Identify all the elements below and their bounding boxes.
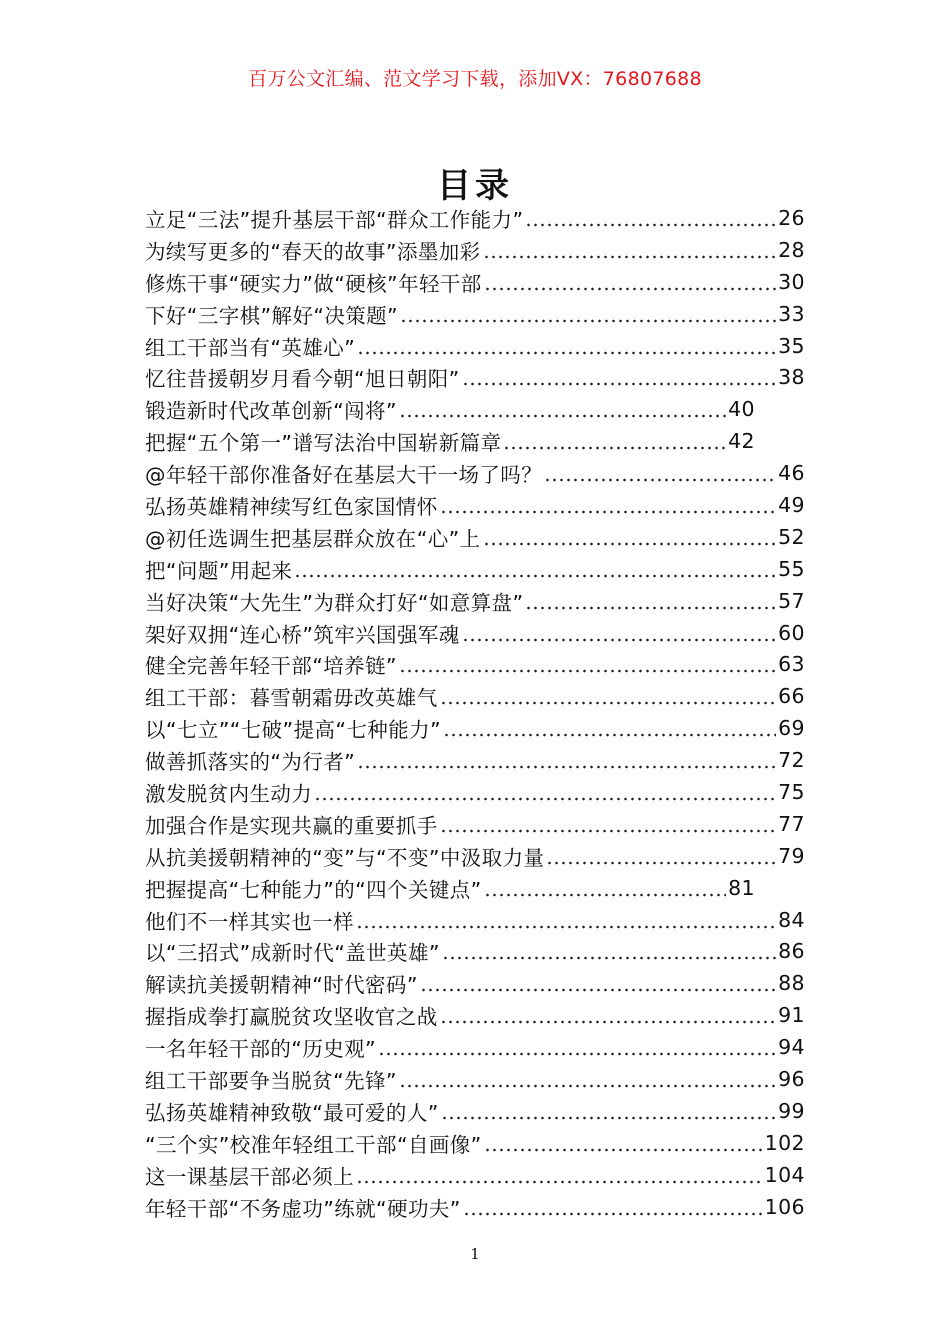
toc-entry[interactable]	[145, 585, 805, 617]
toc-entry-title: 这一课基层干部必须上	[145, 1164, 354, 1189]
dot-leader	[440, 686, 777, 706]
dot-leader	[463, 1197, 763, 1217]
toc-entry[interactable]	[145, 1191, 805, 1223]
dot-leader	[462, 367, 776, 387]
toc-entry[interactable]	[145, 457, 805, 489]
toc-entry-page: 72	[778, 748, 805, 773]
toc-entry-page: 88	[778, 971, 805, 996]
toc-entry[interactable]	[145, 393, 755, 425]
toc-entry-page: 35	[778, 333, 805, 358]
toc-entry-page: 94	[778, 1035, 805, 1060]
toc-entry[interactable]	[145, 266, 805, 298]
toc-entry-page: 30	[778, 269, 805, 294]
toc-entry-title: 解读抗美援朝精神“时代密码”	[145, 973, 418, 998]
toc-entry-title: 当好决策“大先生”为群众打好“如意算盘”	[145, 590, 524, 615]
toc-entry-title: 为续写更多的“春天的故事”添墨加彩	[145, 239, 481, 264]
toc-entry-page: 81	[728, 875, 755, 900]
toc-entry-title: 立足“三法”提升基层干部“群众工作能力”	[145, 207, 524, 232]
toc-entry[interactable]	[145, 872, 755, 904]
toc-entry-title: 做善抓落实的“为行者”	[145, 750, 356, 775]
dot-leader	[546, 846, 776, 866]
toc-entry-title: 把握提高“七种能力”的“四个关键点”	[145, 877, 482, 902]
dot-leader	[442, 941, 776, 961]
toc-entry[interactable]	[145, 330, 805, 362]
toc-entry-title: @初任选调生把基层群众放在“心”上	[145, 526, 481, 551]
dot-leader	[440, 814, 777, 834]
dot-leader	[484, 272, 776, 292]
toc-entry-page: 99	[778, 1098, 805, 1123]
dot-leader	[483, 240, 777, 260]
toc-entry-title: “三个实”校准年轻组工干部“自画像”	[145, 1132, 482, 1157]
toc-entry-title: 他们不一样其实也一样	[145, 909, 354, 934]
toc-entry-page: 60	[778, 620, 805, 645]
toc-entry[interactable]	[145, 202, 805, 234]
toc-entry-title: 修炼干事“硬实力”做“硬核”年轻干部	[145, 271, 482, 296]
toc-entry[interactable]	[145, 1159, 805, 1191]
toc-entry[interactable]	[145, 648, 805, 680]
toc-entry[interactable]	[145, 808, 805, 840]
dot-leader	[356, 910, 776, 930]
toc-entry[interactable]	[145, 904, 805, 936]
toc-entry-page: 77	[778, 811, 805, 836]
dot-leader	[544, 463, 776, 483]
dot-leader	[399, 654, 776, 674]
toc-entry-page: 42	[728, 429, 755, 454]
toc-entry-title: 架好双拥“连心桥”筑牢兴国强军魂	[145, 622, 460, 647]
toc-entry-page: 84	[778, 907, 805, 932]
toc-entry-title: 弘扬英雄精神续写红色家国情怀	[145, 494, 438, 519]
toc-entry[interactable]	[145, 999, 805, 1031]
toc-entry[interactable]	[145, 361, 805, 393]
toc-entry[interactable]	[145, 234, 805, 266]
toc-entry-page: 79	[778, 843, 805, 868]
toc-entry-title: 把“问题”用起来	[145, 558, 293, 583]
toc-entry[interactable]	[145, 553, 805, 585]
dot-leader	[503, 431, 726, 451]
toc-entry[interactable]	[145, 680, 805, 712]
page-title: 目录	[437, 166, 513, 206]
toc-entry-page: 106	[764, 1194, 805, 1219]
toc-entry-page: 75	[778, 779, 805, 804]
toc-entry[interactable]	[145, 1127, 805, 1159]
dot-leader	[525, 591, 776, 611]
toc-entry-page: 66	[778, 684, 805, 709]
dot-leader	[420, 973, 776, 993]
toc-entry-page: 96	[778, 1066, 805, 1091]
toc-entry-page: 26	[778, 205, 805, 230]
toc-entry-title: 组工干部：暮雪朝霜毋改英雄气	[145, 686, 438, 711]
toc-entry-title: 健全完善年轻干部“培养链”	[145, 654, 397, 679]
toc-entry-page: 57	[778, 588, 805, 613]
toc-entry-page: 46	[778, 461, 805, 486]
toc-entry[interactable]	[145, 298, 805, 330]
dot-leader	[356, 1165, 763, 1185]
toc-entry-title: 弘扬英雄精神致敬“最可爱的人”	[145, 1100, 439, 1125]
toc-entry-title: @年轻干部你准备好在基层大干一场了吗？	[145, 463, 543, 488]
toc-entry-page: 28	[778, 237, 805, 262]
dot-leader	[441, 1101, 776, 1121]
toc-entry-title: 组工干部当有“英雄心”	[145, 335, 356, 360]
toc-entry[interactable]	[145, 776, 805, 808]
dot-leader	[378, 1037, 776, 1057]
toc-entry-title: 忆往昔援朝岁月看今朝“旭日朝阳”	[145, 367, 460, 392]
toc-entry-page: 49	[778, 492, 805, 517]
dot-leader	[462, 623, 776, 643]
toc-entry-page: 63	[778, 652, 805, 677]
page-number: 1	[470, 1245, 480, 1263]
table-of-contents	[145, 202, 805, 1223]
dot-leader	[314, 782, 776, 802]
dot-leader	[400, 304, 776, 324]
toc-entry[interactable]	[145, 425, 755, 457]
toc-entry[interactable]	[145, 617, 805, 649]
watermark-banner: 百万公文汇编、范文学习下载，添加VX：76807688	[248, 68, 702, 90]
toc-entry[interactable]	[145, 1095, 805, 1127]
toc-entry-title: 把握“五个第一”谱写法治中国崭新篇章	[145, 431, 502, 456]
toc-entry-title: 加强合作是实现共赢的重要抓手	[145, 813, 438, 838]
dot-leader	[357, 750, 776, 770]
dot-leader	[440, 1005, 777, 1025]
toc-entry-title: 年轻干部“不务虚功”练就“硬功夫”	[145, 1196, 461, 1221]
toc-entry-title: 激发脱贫内生动力	[145, 781, 313, 806]
toc-entry-page: 104	[764, 1162, 805, 1187]
toc-entry[interactable]	[145, 744, 805, 776]
toc-entry-page: 55	[778, 556, 805, 581]
toc-entry-title: 下好“三字棋”解好“决策题”	[145, 303, 399, 328]
dot-leader	[525, 208, 776, 228]
dot-leader	[399, 399, 726, 419]
toc-entry-page: 33	[778, 301, 805, 326]
toc-entry[interactable]	[145, 1063, 805, 1095]
toc-entry-page: 69	[778, 716, 805, 741]
toc-entry[interactable]	[145, 967, 805, 999]
toc-entry[interactable]	[145, 489, 805, 521]
dot-leader	[294, 559, 776, 579]
dot-leader	[484, 878, 726, 898]
toc-entry-title: 锻造新时代改革创新“闯将”	[145, 399, 397, 424]
toc-entry-title: 握指成拳打赢脱贫攻坚收官之战	[145, 1005, 438, 1030]
dot-leader	[399, 1069, 776, 1089]
toc-entry-title: 以“三招式”成新时代“盖世英雄”	[145, 941, 440, 966]
dot-leader	[443, 718, 776, 738]
toc-entry-page: 40	[728, 397, 755, 422]
toc-entry-page: 102	[764, 1130, 805, 1155]
toc-entry[interactable]	[145, 521, 805, 553]
toc-entry-page: 86	[778, 939, 805, 964]
toc-entry[interactable]	[145, 1031, 805, 1063]
toc-entry-title: 组工干部要争当脱贫“先锋”	[145, 1068, 397, 1093]
toc-entry-page: 38	[778, 365, 805, 390]
dot-leader	[484, 1133, 763, 1153]
toc-entry-title: 一名年轻干部的“历史观”	[145, 1037, 377, 1062]
toc-entry[interactable]	[145, 840, 805, 872]
toc-entry-page: 91	[778, 1003, 805, 1028]
dot-leader	[483, 527, 777, 547]
dot-leader	[357, 336, 776, 356]
toc-entry[interactable]	[145, 935, 805, 967]
dot-leader	[440, 495, 777, 515]
toc-entry-page: 52	[778, 524, 805, 549]
toc-entry-title: 从抗美援朝精神的“变”与“不变”中汲取力量	[145, 845, 545, 870]
toc-entry-title: 以“七立”“七破”提高“七种能力”	[145, 718, 442, 743]
toc-entry[interactable]	[145, 712, 805, 744]
